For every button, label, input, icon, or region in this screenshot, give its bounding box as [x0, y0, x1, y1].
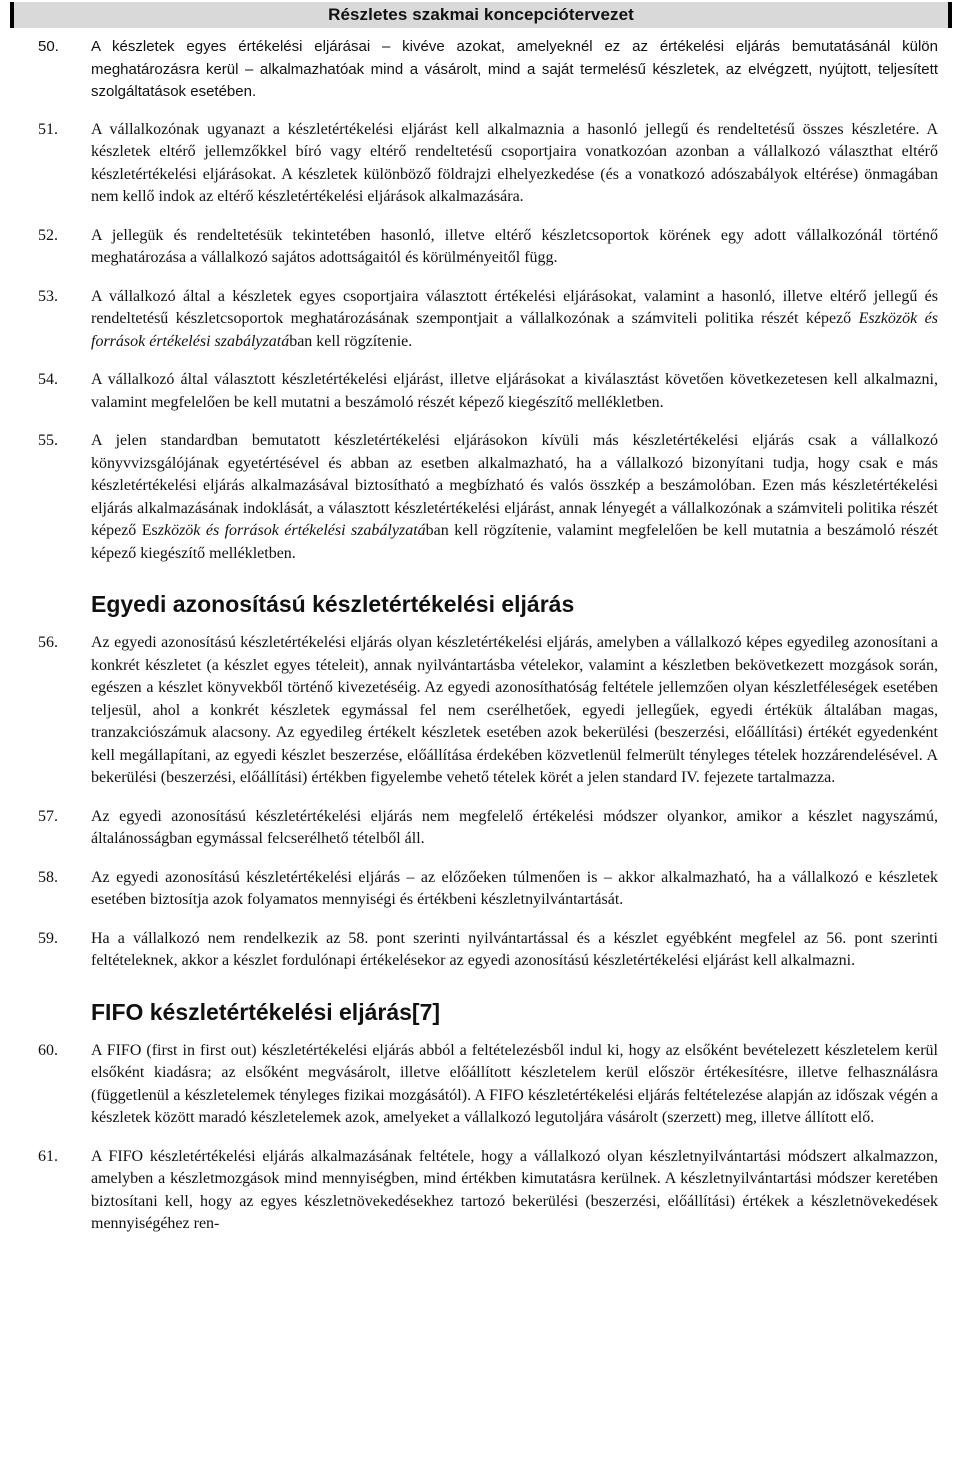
document-body [0, 30, 960, 1236]
paragraph-58 [0, 867, 938, 912]
paragraph-56 [0, 632, 938, 790]
paragraph-text: A jellegük és rendeltetésük tekintetében hasonló, illetve eltérő készletcsoportok körének egy adott vállalkozónál történő meghatározása a vállalkozó sajátos adottságaitól és körülményeitől függ. [91, 226, 938, 266]
paragraph-55 [0, 430, 938, 565]
paragraph-54 [0, 369, 938, 414]
section-heading-egyedi: Egyedi azonosítású készletértékelési eljárás [91, 591, 575, 617]
page-header-title: Részletes szakmai koncepciótervezet [328, 5, 634, 24]
paragraph-text: A vállalkozó által választott készletértékelési eljárást, illetve eljárásokat a kiválasztást követően következetesen kell alkalmazni, valamint megfelelően be kell mutatni a beszámoló részét képező kiegészítő mellékletben. [91, 371, 938, 411]
paragraph-text: Ha a vállalkozó nem rendelkezik az 58. pont szerinti nyilvántartással és a készlet egyébként megfelel az 56. pont szerinti feltételeknek, akkor a készlet fordulónapi értékelésekor az egyedi azonosítású készletértékelési eljárást kell alkalmazni. [91, 929, 938, 969]
paragraph-number: 53. [38, 287, 58, 305]
paragraph-number: 59. [38, 929, 58, 947]
paragraph-text: Az egyedi azonosítású készletértékelési eljárás nem megfelelő értékelési módszer olyankor, amikor a készlet nagyszámú, általánosságban egymással felcserélhető tételből áll. [91, 807, 938, 847]
page-header [10, 2, 952, 28]
paragraph-number: 58. [38, 868, 58, 886]
paragraph-number: 55. [38, 432, 58, 449]
paragraph-number: 50. [38, 38, 59, 55]
paragraph-text: A FIFO készletértékelési eljárás alkalmazásának feltétele, hogy a vállalkozó olyan készletnyilvántartási módszert alkalmazzon, amelyben a készletmozgások mind mennyiségben, mind értékben kimutatásra kerülnek. A készletnyilvántartási módszer keretében biztosítani kell, hogy az egyes készletnövekedésekhez tartozó bekerülési (beszerzési, előállítási) értékek a készletnövekedések mennyiségéhez ren- [91, 1147, 938, 1232]
paragraph-number: 60. [38, 1041, 58, 1059]
paragraph-51 [0, 119, 938, 209]
paragraph-text: A vállalkozónak ugyanazt a készletértékelési eljárást kell alkalmaznia a hasonló jellegű és rendeltetésű összes készletére. A készletek eltérő jellemzőkkel bíró vagy eltérő rendeltetésű csoportjaira vonatkozóan azonban a vállalkozó választhat eltérő készletértékelési eljárásokat. A készletek különböző földrajzi elhelyezkedése (és a vonatkozó adószabályok eltérése) önmagában nem kellő indok az eltérő készletértékelési eljárások alkalmazására. [91, 120, 938, 205]
text-run: A vállalkozó által a készletek egyes csoportjaira választott értékelési eljárásokat, valamint a hasonló, illetve eltérő jellegű és rendeltetésű készletcsoportok meghatározásának szempontjait a vállalkozónak a számviteli politika részét képező [91, 287, 938, 327]
paragraph-text: Az egyedi azonosítású készletértékelési eljárás – az előzőeken túlmenően is – akkor alkalmazható, ha a vállalkozó e készletek esetében biztosítja azok folyamatos mennyiségi és értékbeni készletnyilvántartását. [91, 868, 938, 908]
text-run: ban kell rögzítenie, valamint megfelelően be kell mutatnia a beszámoló részét képező kiegészítő mellékletben. [91, 522, 938, 562]
paragraph-text [91, 430, 938, 565]
document-title-italic: zközök és források értékelési szabályzatá [157, 522, 426, 539]
paragraph-61 [0, 1146, 938, 1236]
document-title-italic: Eszközök és források értékelési szabályzatá [91, 310, 939, 350]
paragraph-52 [0, 225, 938, 270]
paragraph-number: 61. [38, 1147, 58, 1165]
paragraph-text: A készletek egyes értékelési eljárásai – kivéve azokat, amelyeknél ez az értékelési eljárás bemutatásánál külön meghatározásra kerül – alkalmazhatóak mind a vásárolt, mind a saját termelésű készletek, az elvégzett, nyújtott, teljesített szolgáltatások esetében. [91, 38, 938, 100]
paragraph-53 [0, 286, 938, 354]
text-run: A jelen standardban bemutatott készletértékelési eljárásokon kívüli más készletértékelési eljárás csak a vállalkozó könyvvizsgálójának egyetértésével és abban az esetben alkalmazható, ha a vállalkozó bizonyítani tudja, hogy csak e más készletértékelési eljárás alkalmazásával biztosítható a megbízható és valós összkép a beszámolóban. Ezen más készletértékelési eljárás alkalmazásának indoklását, a választott készletértékelési eljárást, annak lényegét a vállalkozónak a számviteli politika részét képező Es [91, 432, 938, 539]
paragraph-50 [0, 36, 938, 104]
paragraph-number: 56. [38, 634, 58, 651]
paragraph-57 [0, 806, 938, 851]
paragraph-number: 54. [38, 371, 58, 388]
paragraph-number: 57. [38, 807, 58, 825]
paragraph-text [91, 286, 938, 354]
section-heading-fifo: FIFO készletértékelési eljárás[7] [91, 998, 441, 1025]
paragraph-59 [0, 928, 938, 973]
paragraph-text: A FIFO (first in first out) készletértékelési eljárás abból a feltételezésből indul ki, hogy az elsőként bevételezett készletelem kerül elsőként kiadásra; az elsőként megvásárolt, illetve előállított készletelem kerül először értékesítésre, illetve felhasználásra (függetlenül a készletelemek tényleges fizikai mozgásától). A FIFO készletértékelési eljárás feltételezése alapján az időszak végén a készletek között maradó készletelemek azok, amelyeket a vállalkozó legutoljára vásárolt (szerzett) meg, illetve állított elő. [91, 1041, 938, 1126]
paragraph-60 [0, 1040, 938, 1130]
paragraph-number: 51. [38, 120, 58, 138]
paragraph-text: Az egyedi azonosítású készletértékelési eljárás olyan készletértékelési eljárás, amelyben a vállalkozó képes egyedileg azonosítani a konkrét készletet (a készlet egyes tételeit), annak nyilvántartásba vételekor, valamint a készletben bekövetkezett mozgások során, egészen a készlet könyvekből történő kivezetéséig. Az egyedi azonosíthatóság feltétele jellemzően olyan készletféleségek esetében teljesül, ahol a konkrét készletek egymással fel nem cserélhetőek, egyedi jellegűek, egyedi értékük általában magas, tranzakciószámuk alacsony. Az egyedileg értékelt készletek esetében azok bekerülési (beszerzési, előállítási) értékét egyedenként kell megállapítani, az egyedi készlet beszerzése, előállítása érdekében közvetlenül felmerült tényleges tételek hozzárendelésével. A bekerülési (beszerzési, előállítási) értékben figyelembe vehető tételek körét a jelen standard IV. fejezete tartalmazza. [91, 634, 938, 786]
paragraph-number: 52. [38, 226, 58, 244]
text-run: ban kell rögzítenie. [289, 332, 413, 350]
